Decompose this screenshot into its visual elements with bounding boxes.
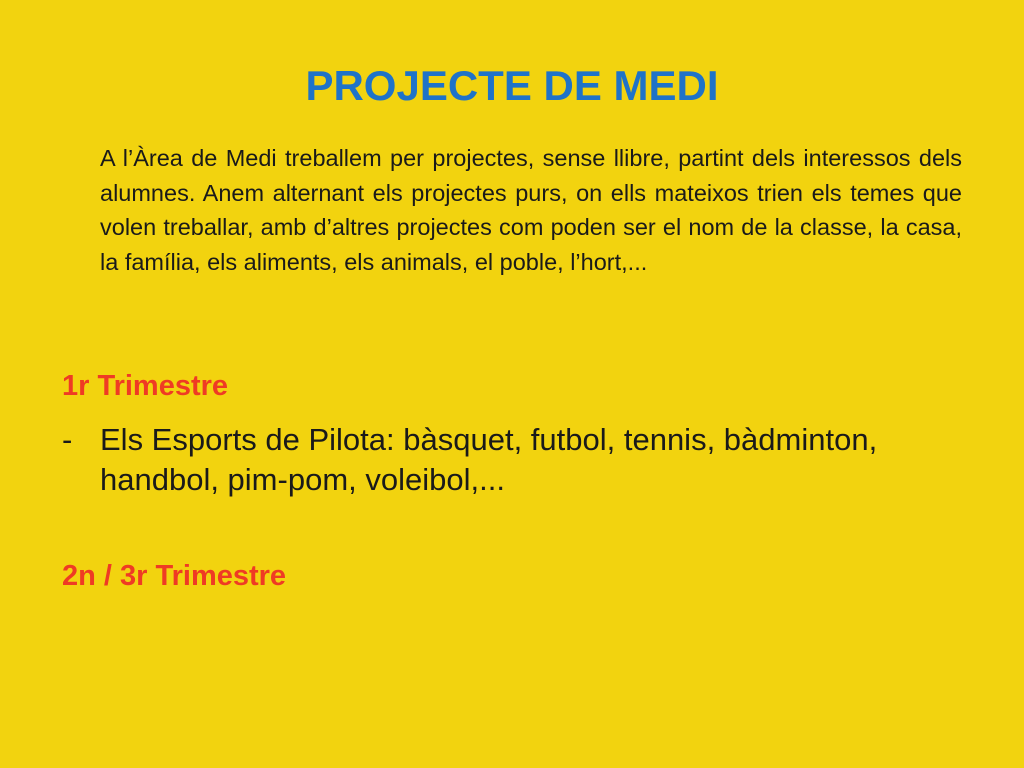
intro-paragraph: A l’Àrea de Medi treballem per projectes, sense llibre, partint dels interessos dels alumnes. Anem alternant els projectes purs, on ells mateixos trien els temes que volen treballar, amb d’altres projectes com poden ser el nom de la classe, la casa, la família, els aliments, els animals, el poble, l’hort,... [100, 145, 962, 275]
bullet-marker: - [62, 422, 73, 457]
trimester-1-list [62, 420, 962, 500]
section-heading-trimester-1: 1r Trimestre [62, 370, 229, 402]
page-title: PROJECTE DE MEDI [305, 62, 719, 109]
list-item [62, 420, 962, 500]
section-heading-trimester-2-3: 2n / 3r Trimestre [62, 560, 287, 592]
list-item-text: Els Esports de Pilota: bàsquet, futbol, tennis, bàdminton, handbol, pim-pom, voleibol,... [100, 422, 878, 497]
